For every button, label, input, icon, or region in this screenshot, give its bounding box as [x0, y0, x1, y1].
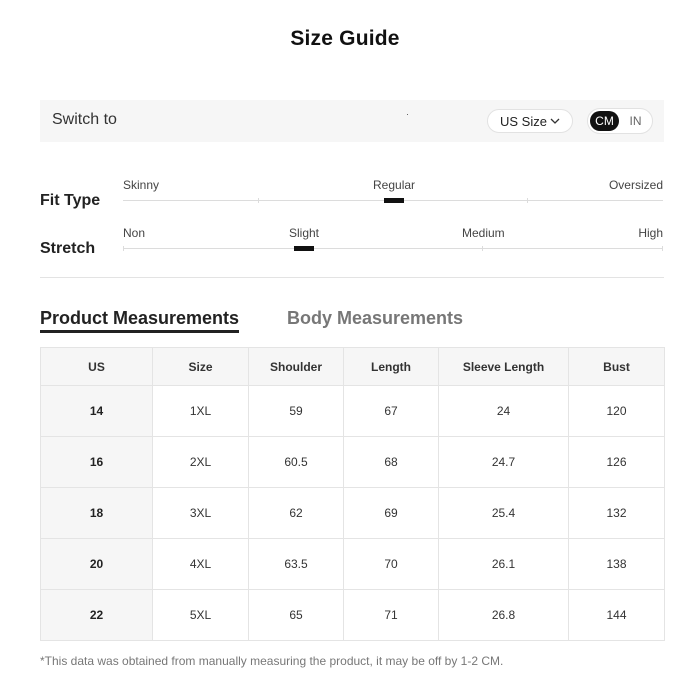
cell-size: 4XL — [153, 539, 249, 590]
cell-us: 20 — [41, 539, 153, 590]
switch-to-label: Switch to — [52, 111, 117, 128]
cell-size: 2XL — [153, 437, 249, 488]
cell-shoulder: 65 — [249, 590, 344, 641]
cell-length: 68 — [344, 437, 439, 488]
header-size: Size — [153, 348, 249, 386]
chevron-down-icon — [550, 118, 560, 125]
stretch-label: Stretch — [40, 240, 96, 257]
fit-option-skinny: Skinny — [123, 178, 160, 192]
page-title: Size Guide — [290, 27, 400, 50]
header-shoulder: Shoulder — [249, 348, 344, 386]
header-sleeve-length: Sleeve Length — [439, 348, 569, 386]
fit-selected-marker — [384, 198, 404, 203]
fit-option-oversized: Oversized — [608, 178, 663, 192]
table-row — [41, 437, 665, 488]
cell-sleeve-length: 26.8 — [439, 590, 569, 641]
tab-product-measurements[interactable]: Product Measurements — [40, 308, 239, 333]
cell-sleeve-length: 24.7 — [439, 437, 569, 488]
cell-shoulder: 63.5 — [249, 539, 344, 590]
measurement-table — [40, 347, 665, 641]
stretch-option-medium: Medium — [462, 226, 505, 240]
cell-shoulder: 60.5 — [249, 437, 344, 488]
stretch-scale — [123, 226, 663, 256]
measurement-disclaimer: *This data was obtained from manually measuring the product, it may be off by 1-2 CM. — [40, 654, 504, 668]
fit-type-scale — [123, 178, 663, 208]
header-bust: Bust — [569, 348, 665, 386]
cell-sleeve-length: 25.4 — [439, 488, 569, 539]
cell-bust: 138 — [569, 539, 665, 590]
cell-sleeve-length: 26.1 — [439, 539, 569, 590]
cell-size: 1XL — [153, 386, 249, 437]
size-system-select[interactable] — [487, 109, 573, 133]
cell-length: 67 — [344, 386, 439, 437]
fit-scale-tick — [527, 198, 528, 203]
table-row — [41, 539, 665, 590]
unit-switch-bar — [40, 100, 664, 142]
tab-body-measurements[interactable]: Body Measurements — [287, 308, 464, 328]
stretch-option-non: Non — [123, 226, 146, 240]
cell-size: 3XL — [153, 488, 249, 539]
section-divider — [40, 277, 664, 278]
stretch-option-slight: Slight — [289, 226, 320, 240]
cell-us: 22 — [41, 590, 153, 641]
stretch-scale-line — [123, 248, 663, 249]
unit-cm-button[interactable]: CM — [590, 111, 619, 131]
stretch-option-high: High — [638, 226, 663, 240]
cell-sleeve-length: 24 — [439, 386, 569, 437]
table-header-row — [41, 348, 665, 386]
cell-shoulder: 59 — [249, 386, 344, 437]
cell-length: 71 — [344, 590, 439, 641]
cell-length: 69 — [344, 488, 439, 539]
stretch-selected-marker — [294, 246, 314, 251]
cell-bust: 126 — [569, 437, 665, 488]
cell-bust: 132 — [569, 488, 665, 539]
stretch-scale-tick — [662, 246, 663, 251]
header-us: US — [41, 348, 153, 386]
cell-bust: 144 — [569, 590, 665, 641]
cell-length: 70 — [344, 539, 439, 590]
size-system-value: US Size — [500, 114, 547, 129]
fit-scale-tick — [258, 198, 259, 203]
dot-mark — [407, 114, 408, 115]
table-row — [41, 590, 665, 641]
table-row — [41, 386, 665, 437]
fit-option-regular: Regular — [373, 178, 416, 192]
fit-type-label: Fit Type — [40, 192, 101, 209]
unit-in-button[interactable]: IN — [629, 114, 642, 128]
cell-us: 14 — [41, 386, 153, 437]
cell-bust: 120 — [569, 386, 665, 437]
unit-toggle — [587, 108, 653, 134]
header-length: Length — [344, 348, 439, 386]
stretch-scale-tick — [482, 246, 483, 251]
cell-shoulder: 62 — [249, 488, 344, 539]
cell-us: 16 — [41, 437, 153, 488]
stretch-scale-tick — [123, 246, 124, 251]
cell-us: 18 — [41, 488, 153, 539]
cell-size: 5XL — [153, 590, 249, 641]
table-row — [41, 488, 665, 539]
